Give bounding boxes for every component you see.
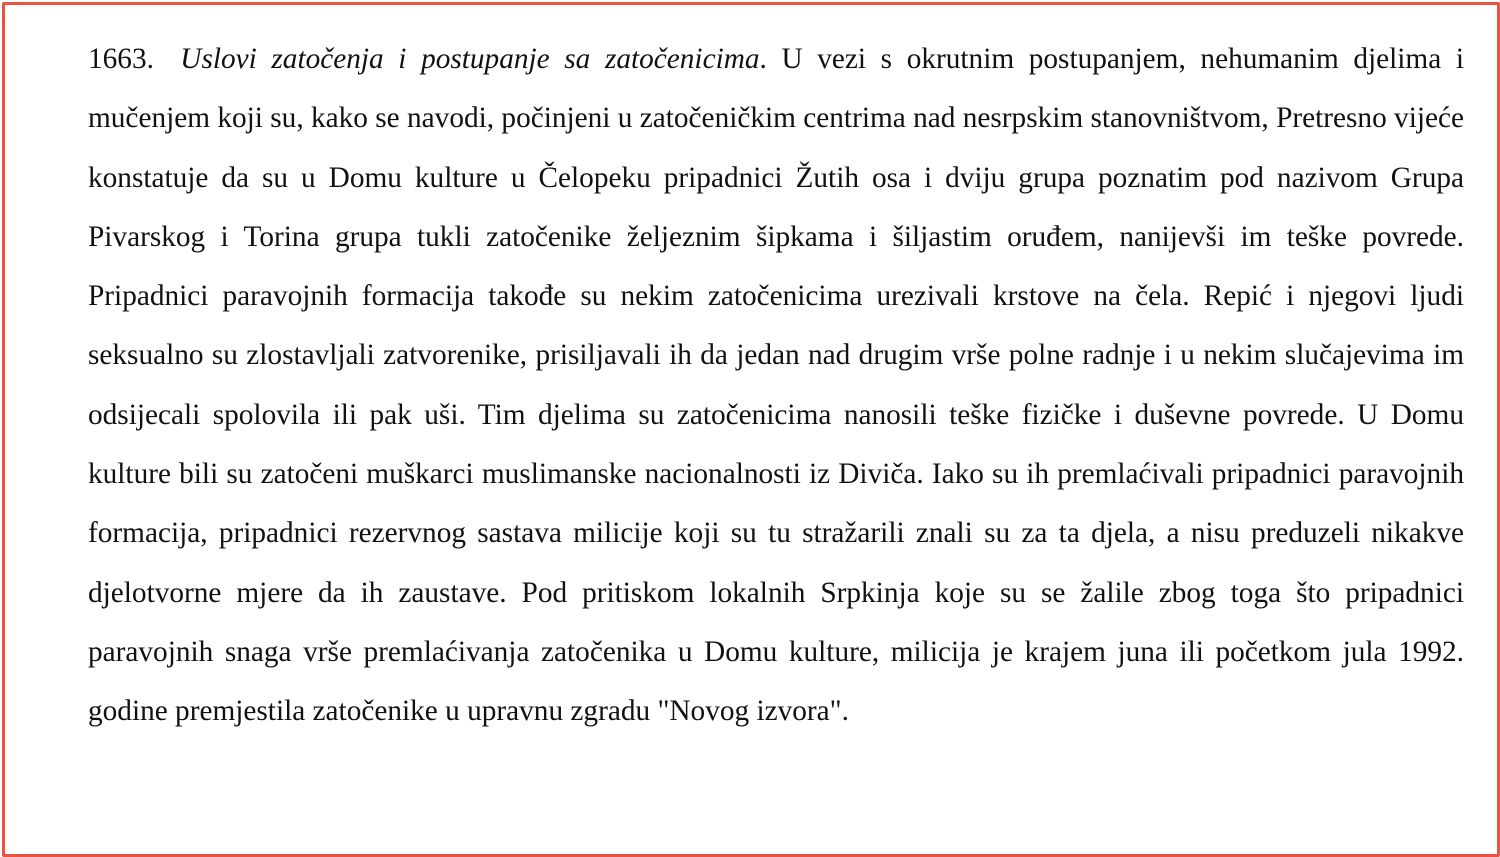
heading-punctuation: . <box>759 43 767 75</box>
document-paragraph <box>88 30 1464 742</box>
paragraph-heading: Uslovi zatočenja i postupanje sa zatočenicima <box>180 43 760 75</box>
paragraph-body: U vezi s okrutnim postupanjem, nehumanim djelima i mučenjem koji su, kako se navodi, počinjeni u zatočeničkim centrima nad nesrpskim stanovništvom, Pretresno vijeće konstatuje da su u Domu kulture u Čelopeku pripadnici Žutih osa i dviju grupa poznatim pod nazivom Grupa Pivarskog i Torina grupa tukli zatočenike željeznim šipkama i šiljastim oruđem, nanijevši im teške povrede. Pripadnici paravojnih formacija takođe su nekim zatočenicima urezivali krstove na čela. Repić i njegovi ljudi seksualno su zlostavljali zatvorenike, prisiljavali ih da jedan nad drugim vrše polne radnje i u nekim slučajevima im odsijecali spolovila ili pak uši. Tim djelima su zatočenicima nanosili teške fizičke i duševne povrede. U Domu kulture bili su zatočeni muškarci muslimanske nacionalnosti iz Diviča. Iako su ih premlaćivali pripadnici paravojnih formacija, pripadnici rezervnog sastava milicije koji su tu stražarili znali su za ta djela, a nisu preduzeli nikakve djelotvorne mjere da ih zaustave. Pod pritiskom lokalnih Srpkinja koje su se žalile zbog toga što pripadnici paravojnih snaga vrše premlaćivanja zatočenika u Domu kulture, milicija je krajem juna ili početkom jula 1992. godine premjestila zatočenike u upravnu zgradu "Novog izvora". <box>88 43 1464 728</box>
paragraph-number: 1663. <box>88 43 154 75</box>
